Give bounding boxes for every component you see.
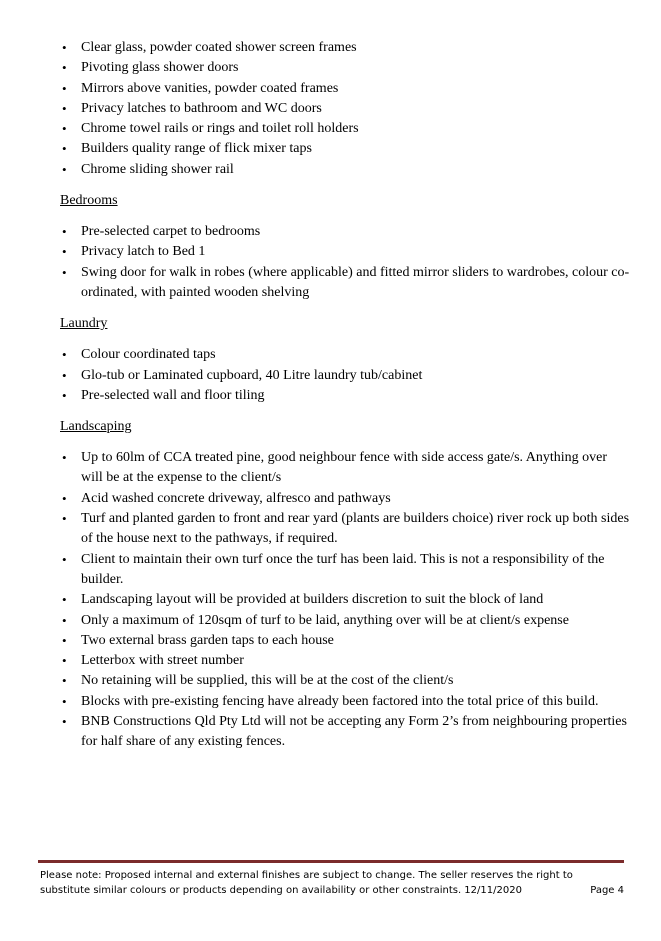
bullet-icon: • <box>62 347 67 363</box>
list-item-text: Acid washed concrete driveway, alfresco and pathways <box>81 490 391 506</box>
section-heading-bedrooms: Bedrooms <box>60 193 118 209</box>
list-item-text: Landscaping layout will be provided at builders discretion to suit the block of land <box>81 592 544 608</box>
section-heading-landscaping: Landscaping <box>60 419 132 435</box>
list-item-text: Chrome sliding shower rail <box>81 161 234 177</box>
list-item-text: No retaining will be supplied, this will be at the cost of the client/s <box>81 673 454 689</box>
bullet-icon: • <box>62 40 67 55</box>
page-footer <box>40 868 626 898</box>
list-item <box>60 386 632 406</box>
list-item <box>60 345 632 365</box>
bullet-icon: • <box>62 511 67 527</box>
bullet-icon: • <box>62 121 67 137</box>
list-item-text: Two external brass garden taps to each house <box>81 632 334 648</box>
list-item <box>60 263 632 304</box>
list-item <box>60 160 632 180</box>
list-item-text: Pre-selected carpet to bedrooms <box>81 224 261 240</box>
list-item-text: Privacy latch to Bed 1 <box>81 244 206 260</box>
list-item-text: Turf and planted garden to front and rear yard (plants are builders choice) river rock up both sides of the house next to the pathways, if required. <box>81 511 630 547</box>
bullet-icon: • <box>62 100 67 116</box>
list-item-text: Swing door for walk in robes (where applicable) and fitted mirror sliders to wardrobes, colour co-ordinated, with painted wooden shelving <box>81 264 630 300</box>
list-item <box>60 222 632 242</box>
list-item <box>60 119 632 139</box>
bullet-list <box>60 345 632 406</box>
list-item <box>60 489 632 509</box>
list-item-text: Only a maximum of 120sqm of turf to be laid, anything over will be at client/s expense <box>81 612 569 628</box>
list-item <box>60 509 632 550</box>
bullet-icon: • <box>62 161 67 177</box>
list-item-text: Blocks with pre-existing fencing have already been factored into the total price of this build. <box>81 693 599 709</box>
list-item-text: Up to 60lm of CCA treated pine, good neighbour fence with side access gate/s. Anything over will be at the expense to the client/s <box>81 450 608 486</box>
list-item <box>60 58 632 78</box>
list-item-text: Colour coordinated taps <box>81 347 216 363</box>
list-item <box>60 550 632 591</box>
list-item <box>60 242 632 262</box>
list-item <box>60 448 632 489</box>
bullet-icon: • <box>62 264 67 280</box>
list-item <box>60 366 632 386</box>
bullet-icon: • <box>62 653 67 669</box>
bullet-icon: • <box>62 224 67 240</box>
list-item-text: BNB Constructions Qld Pty Ltd will not be accepting any Form 2’s from neighbouring properties for half share of any existing fences. <box>81 714 627 750</box>
footer-note: Please note: Proposed internal and external finishes are subject to change. The seller reserves the right to substitute similar colours or products depending on availability or other constraints. 12/11/2020 <box>40 870 573 896</box>
bullet-icon: • <box>62 244 67 260</box>
list-item <box>60 79 632 99</box>
footer-rule <box>38 860 624 863</box>
bullet-icon: • <box>62 673 67 689</box>
bullet-icon: • <box>62 714 67 730</box>
bullet-icon: • <box>62 612 67 628</box>
bullet-icon: • <box>62 141 67 157</box>
list-item <box>60 139 632 159</box>
bullet-icon: • <box>62 551 67 567</box>
list-item-text: Client to maintain their own turf once the turf has been laid. This is not a responsibility of the builder. <box>81 551 605 587</box>
list-item <box>60 651 632 671</box>
bullet-icon: • <box>62 490 67 506</box>
bullet-icon: • <box>62 60 67 76</box>
list-item-text: Chrome towel rails or rings and toilet roll holders <box>81 121 359 137</box>
page-number: Page 4 <box>590 885 624 896</box>
bullet-icon: • <box>62 367 67 383</box>
list-item-text: Letterbox with street number <box>81 653 244 669</box>
list-item <box>60 99 632 119</box>
list-item-text: Builders quality range of flick mixer taps <box>81 141 312 157</box>
bullet-list <box>60 38 632 180</box>
list-item <box>60 692 632 712</box>
list-item <box>60 38 632 58</box>
bullet-icon: • <box>62 632 67 648</box>
bullet-icon: • <box>62 80 67 96</box>
section-heading-laundry: Laundry <box>60 316 108 332</box>
bullet-icon: • <box>62 592 67 608</box>
list-item-text: Mirrors above vanities, powder coated frames <box>81 80 339 96</box>
list-item-text: Privacy latches to bathroom and WC doors <box>81 100 322 116</box>
list-item-text: Clear glass, powder coated shower screen frames <box>81 40 357 55</box>
bullet-icon: • <box>62 450 67 466</box>
list-item <box>60 671 632 691</box>
list-item-text: Glo-tub or Laminated cupboard, 40 Litre laundry tub/cabinet <box>81 367 423 383</box>
bullet-list <box>60 222 632 303</box>
list-item-text: Pre-selected wall and floor tiling <box>81 387 265 403</box>
document-body <box>60 38 632 753</box>
bullet-list <box>60 448 632 752</box>
list-item <box>60 611 632 631</box>
bullet-icon: • <box>62 693 67 709</box>
list-item <box>60 631 632 651</box>
list-item-text: Pivoting glass shower doors <box>81 60 239 76</box>
list-item <box>60 590 632 610</box>
list-item <box>60 712 632 753</box>
bullet-icon: • <box>62 387 67 403</box>
